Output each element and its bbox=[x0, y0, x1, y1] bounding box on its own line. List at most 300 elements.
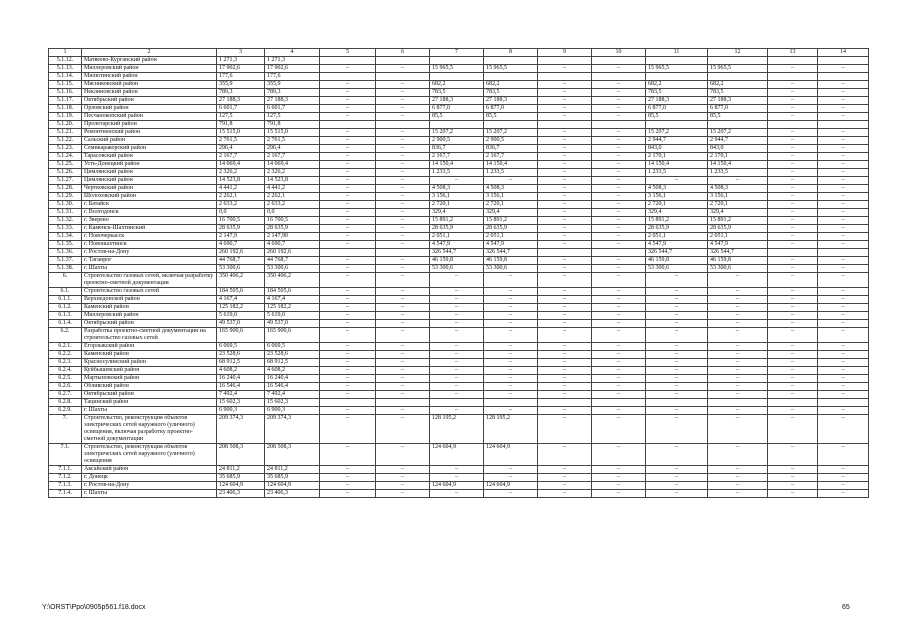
table-row bbox=[49, 161, 869, 169]
column-number: 7 bbox=[430, 49, 484, 57]
empty-dash: – bbox=[818, 304, 869, 312]
empty-dash: – bbox=[818, 490, 869, 498]
cell-value bbox=[708, 121, 768, 129]
cell-value: 682,2 bbox=[484, 81, 538, 89]
cell-value bbox=[484, 57, 538, 65]
empty-dash: – bbox=[538, 217, 592, 225]
empty-dash: – bbox=[818, 359, 869, 367]
table-row bbox=[49, 209, 869, 217]
row-number: 5.1.38. bbox=[49, 265, 82, 273]
cell-value bbox=[592, 73, 646, 81]
empty-dash: – bbox=[538, 474, 592, 482]
empty-dash: – bbox=[646, 490, 708, 498]
row-title: Матвеево-Курганский район bbox=[82, 57, 217, 65]
empty-dash: – bbox=[768, 407, 818, 415]
empty-dash: – bbox=[430, 391, 484, 399]
empty-dash: – bbox=[376, 97, 430, 105]
empty-dash: – bbox=[708, 320, 768, 328]
row-title: г. Зверево bbox=[82, 217, 217, 225]
empty-dash: – bbox=[320, 209, 376, 217]
empty-dash: – bbox=[592, 273, 646, 288]
empty-dash: – bbox=[376, 177, 430, 185]
cell-value: 5 619,0 bbox=[217, 312, 265, 320]
empty-dash: – bbox=[320, 225, 376, 233]
cell-value: 16 700,5 bbox=[265, 217, 320, 225]
empty-dash: – bbox=[592, 241, 646, 249]
cell-value: 44 768,7 bbox=[217, 257, 265, 265]
cell-value bbox=[768, 249, 818, 257]
empty-dash: – bbox=[646, 383, 708, 391]
empty-dash: – bbox=[768, 81, 818, 89]
row-title: г. Волгодонск bbox=[82, 209, 217, 217]
empty-dash: – bbox=[646, 391, 708, 399]
cell-value bbox=[376, 57, 430, 65]
empty-dash: – bbox=[538, 273, 592, 288]
empty-dash: – bbox=[320, 351, 376, 359]
empty-dash: – bbox=[768, 129, 818, 137]
row-number: 5.1.17. bbox=[49, 97, 82, 105]
empty-dash: – bbox=[708, 359, 768, 367]
cell-value bbox=[818, 73, 869, 81]
empty-dash: – bbox=[320, 375, 376, 383]
cell-value bbox=[538, 73, 592, 81]
empty-dash: – bbox=[768, 113, 818, 121]
empty-dash: – bbox=[818, 169, 869, 177]
empty-dash: – bbox=[646, 351, 708, 359]
empty-dash: – bbox=[818, 257, 869, 265]
cell-value: 53 300,6 bbox=[708, 265, 768, 273]
table-row bbox=[49, 351, 869, 359]
empty-dash: – bbox=[320, 265, 376, 273]
empty-dash: – bbox=[320, 415, 376, 444]
empty-dash: – bbox=[320, 169, 376, 177]
empty-dash: – bbox=[376, 444, 430, 466]
empty-dash: – bbox=[430, 474, 484, 482]
empty-dash: – bbox=[818, 201, 869, 209]
cell-value: 791,8 bbox=[265, 121, 320, 129]
cell-value: 783,5 bbox=[646, 89, 708, 97]
cell-value: 1 233,5 bbox=[646, 169, 708, 177]
cell-value: 15 965,5 bbox=[708, 65, 768, 73]
cell-value: 14 069,4 bbox=[217, 161, 265, 169]
empty-dash: – bbox=[818, 320, 869, 328]
cell-value bbox=[768, 57, 818, 65]
cell-value: 15 207,2 bbox=[708, 129, 768, 137]
cell-value: 1 271,3 bbox=[217, 57, 265, 65]
table-row bbox=[49, 57, 869, 65]
empty-dash: – bbox=[320, 81, 376, 89]
empty-dash: – bbox=[592, 169, 646, 177]
cell-value: 6 877,0 bbox=[484, 105, 538, 113]
empty-dash: – bbox=[538, 304, 592, 312]
table-row bbox=[49, 169, 869, 177]
empty-dash: – bbox=[592, 320, 646, 328]
cell-value bbox=[538, 57, 592, 65]
cell-value: 2 944,7 bbox=[646, 137, 708, 145]
empty-dash: – bbox=[818, 265, 869, 273]
column-number: 10 bbox=[592, 49, 646, 57]
table-row bbox=[49, 399, 869, 407]
empty-dash: – bbox=[646, 367, 708, 375]
row-title: Милютинский район bbox=[82, 73, 217, 81]
empty-dash: – bbox=[818, 474, 869, 482]
cell-value: 68 912,5 bbox=[217, 359, 265, 367]
empty-dash: – bbox=[320, 89, 376, 97]
empty-dash: – bbox=[592, 145, 646, 153]
empty-dash: – bbox=[484, 304, 538, 312]
empty-dash: – bbox=[538, 444, 592, 466]
empty-dash: – bbox=[768, 328, 818, 343]
empty-dash: – bbox=[592, 367, 646, 375]
cell-value bbox=[484, 121, 538, 129]
cell-value: 124 604,9 bbox=[430, 482, 484, 490]
empty-dash: – bbox=[768, 391, 818, 399]
cell-value bbox=[708, 73, 768, 81]
empty-dash: – bbox=[538, 296, 592, 304]
empty-dash: – bbox=[430, 273, 484, 288]
cell-value: 326 544,7 bbox=[430, 249, 484, 257]
table-row bbox=[49, 113, 869, 121]
empty-dash: – bbox=[320, 288, 376, 296]
cell-value: 350 406,2 bbox=[265, 273, 320, 288]
empty-dash: – bbox=[376, 145, 430, 153]
cell-value bbox=[538, 249, 592, 257]
cell-value: 329,4 bbox=[646, 209, 708, 217]
cell-value: 4 547,9 bbox=[708, 241, 768, 249]
cell-value: 53 300,6 bbox=[430, 265, 484, 273]
empty-dash: – bbox=[430, 375, 484, 383]
empty-dash: – bbox=[376, 304, 430, 312]
cell-value bbox=[484, 73, 538, 81]
row-number: 7. bbox=[49, 415, 82, 444]
row-number: 5.1.22. bbox=[49, 137, 82, 145]
table-row bbox=[49, 320, 869, 328]
cell-value: 49 537,0 bbox=[217, 320, 265, 328]
empty-dash: – bbox=[484, 273, 538, 288]
row-title: г. Донецк bbox=[82, 474, 217, 482]
cell-value: 326 544,7 bbox=[708, 249, 768, 257]
empty-dash: – bbox=[818, 217, 869, 225]
cell-value: 4 167,4 bbox=[265, 296, 320, 304]
row-title: г. Шахты bbox=[82, 407, 217, 415]
cell-value: 28 635,9 bbox=[708, 225, 768, 233]
cell-value bbox=[430, 57, 484, 65]
cell-value: 15 965,5 bbox=[484, 65, 538, 73]
cell-value: 208 508,3 bbox=[265, 444, 320, 466]
row-number: 5.1.29. bbox=[49, 193, 82, 201]
cell-value: 24 811,2 bbox=[217, 466, 265, 474]
empty-dash: – bbox=[538, 81, 592, 89]
cell-value: 27 188,3 bbox=[646, 97, 708, 105]
table-row bbox=[49, 359, 869, 367]
cell-value: 2 900,5 bbox=[430, 137, 484, 145]
cell-value bbox=[708, 399, 768, 407]
empty-dash: – bbox=[376, 490, 430, 498]
table-row bbox=[49, 193, 869, 201]
row-number: 5.1.21. bbox=[49, 129, 82, 137]
empty-dash: – bbox=[592, 407, 646, 415]
empty-dash: – bbox=[646, 304, 708, 312]
empty-dash: – bbox=[708, 415, 768, 444]
cell-value: 2 051,1 bbox=[430, 233, 484, 241]
empty-dash: – bbox=[538, 466, 592, 474]
empty-dash: – bbox=[538, 177, 592, 185]
column-number: 8 bbox=[484, 49, 538, 57]
empty-dash: – bbox=[592, 97, 646, 105]
empty-dash: – bbox=[646, 466, 708, 474]
cell-value bbox=[646, 121, 708, 129]
table-row bbox=[49, 97, 869, 105]
cell-value bbox=[320, 73, 376, 81]
empty-dash: – bbox=[320, 482, 376, 490]
cell-value bbox=[320, 121, 376, 129]
empty-dash: – bbox=[320, 407, 376, 415]
empty-dash: – bbox=[818, 351, 869, 359]
empty-dash: – bbox=[376, 466, 430, 474]
cell-value: 4 608,2 bbox=[217, 367, 265, 375]
empty-dash: – bbox=[768, 161, 818, 169]
empty-dash: – bbox=[592, 257, 646, 265]
empty-dash: – bbox=[320, 129, 376, 137]
cell-value bbox=[768, 121, 818, 129]
cell-value: 3 156,1 bbox=[646, 193, 708, 201]
empty-dash: – bbox=[818, 185, 869, 193]
empty-dash: – bbox=[430, 320, 484, 328]
cell-value: 14 150,4 bbox=[430, 161, 484, 169]
cell-value: 329,4 bbox=[708, 209, 768, 217]
empty-dash: – bbox=[646, 273, 708, 288]
row-number: 5.1.16. bbox=[49, 89, 82, 97]
empty-dash: – bbox=[430, 367, 484, 375]
row-title: г. Новочеркасск bbox=[82, 233, 217, 241]
table-row bbox=[49, 474, 869, 482]
table-row bbox=[49, 177, 869, 185]
cell-value: 15 602,3 bbox=[217, 399, 265, 407]
table-row bbox=[49, 367, 869, 375]
empty-dash: – bbox=[376, 225, 430, 233]
row-number: 5.1.27. bbox=[49, 177, 82, 185]
row-number: 6.2.9. bbox=[49, 407, 82, 415]
empty-dash: – bbox=[592, 113, 646, 121]
cell-value: 1 271,3 bbox=[265, 57, 320, 65]
empty-dash: – bbox=[592, 81, 646, 89]
cell-value: 7 492,4 bbox=[265, 391, 320, 399]
empty-dash: – bbox=[592, 265, 646, 273]
empty-dash: – bbox=[646, 177, 708, 185]
empty-dash: – bbox=[376, 328, 430, 343]
row-title: Октябрьский район bbox=[82, 97, 217, 105]
empty-dash: – bbox=[818, 145, 869, 153]
column-number: 11 bbox=[646, 49, 708, 57]
empty-dash: – bbox=[538, 65, 592, 73]
cell-value: 17 902,6 bbox=[265, 65, 320, 73]
table-row bbox=[49, 65, 869, 73]
empty-dash: – bbox=[376, 161, 430, 169]
page-number: 65 bbox=[842, 604, 850, 611]
empty-dash: – bbox=[592, 391, 646, 399]
cell-value: 53 300,6 bbox=[484, 265, 538, 273]
table-row bbox=[49, 257, 869, 265]
cell-value: 15 207,2 bbox=[430, 129, 484, 137]
cell-value: 15 965,5 bbox=[430, 65, 484, 73]
empty-dash: – bbox=[538, 153, 592, 161]
empty-dash: – bbox=[708, 328, 768, 343]
empty-dash: – bbox=[768, 288, 818, 296]
row-number: 5.1.32. bbox=[49, 217, 82, 225]
empty-dash: – bbox=[818, 81, 869, 89]
empty-dash: – bbox=[592, 328, 646, 343]
empty-dash: – bbox=[376, 89, 430, 97]
cell-value: 27 188,3 bbox=[708, 97, 768, 105]
empty-dash: – bbox=[538, 383, 592, 391]
empty-dash: – bbox=[592, 415, 646, 444]
empty-dash: – bbox=[320, 161, 376, 169]
row-number: 5.1.30. bbox=[49, 201, 82, 209]
column-number: 13 bbox=[768, 49, 818, 57]
row-title: г. Ростов-на-Дону bbox=[82, 482, 217, 490]
table-row bbox=[49, 73, 869, 81]
row-title: г. Батайск bbox=[82, 201, 217, 209]
empty-dash: – bbox=[818, 241, 869, 249]
empty-dash: – bbox=[708, 444, 768, 466]
empty-dash: – bbox=[818, 177, 869, 185]
empty-dash: – bbox=[484, 466, 538, 474]
empty-dash: – bbox=[376, 351, 430, 359]
table-row bbox=[49, 296, 869, 304]
empty-dash: – bbox=[592, 225, 646, 233]
empty-dash: – bbox=[818, 312, 869, 320]
empty-dash: – bbox=[818, 444, 869, 466]
row-title: Миллеровский район bbox=[82, 65, 217, 73]
empty-dash: – bbox=[430, 490, 484, 498]
cell-value bbox=[376, 249, 430, 257]
cell-value: 2 167,7 bbox=[484, 153, 538, 161]
row-number: 5.1.18. bbox=[49, 105, 82, 113]
cell-value: 53 300,6 bbox=[265, 265, 320, 273]
empty-dash: – bbox=[592, 312, 646, 320]
row-number: 5.1.12. bbox=[49, 57, 82, 65]
empty-dash: – bbox=[708, 466, 768, 474]
empty-dash: – bbox=[538, 105, 592, 113]
empty-dash: – bbox=[376, 383, 430, 391]
row-title: Неклиновский район bbox=[82, 89, 217, 97]
column-number: 3 bbox=[217, 49, 265, 57]
cell-value: 124 604,9 bbox=[430, 444, 484, 466]
empty-dash: – bbox=[592, 201, 646, 209]
empty-dash: – bbox=[320, 137, 376, 145]
cell-value: 0,0 bbox=[217, 209, 265, 217]
table-row bbox=[49, 81, 869, 89]
empty-dash: – bbox=[320, 474, 376, 482]
empty-dash: – bbox=[646, 343, 708, 351]
empty-dash: – bbox=[646, 359, 708, 367]
cell-value: 14 523,8 bbox=[265, 177, 320, 185]
empty-dash: – bbox=[320, 328, 376, 343]
empty-dash: – bbox=[646, 415, 708, 444]
cell-value: 791,8 bbox=[217, 121, 265, 129]
empty-dash: – bbox=[484, 383, 538, 391]
empty-dash: – bbox=[376, 296, 430, 304]
empty-dash: – bbox=[538, 89, 592, 97]
empty-dash: – bbox=[592, 193, 646, 201]
empty-dash: – bbox=[768, 209, 818, 217]
cell-value: 2 167,7 bbox=[217, 153, 265, 161]
cell-value: 4 441,2 bbox=[217, 185, 265, 193]
empty-dash: – bbox=[708, 490, 768, 498]
empty-dash: – bbox=[320, 391, 376, 399]
cell-value: 329,4 bbox=[484, 209, 538, 217]
table-row bbox=[49, 145, 869, 153]
cell-value: 28 635,9 bbox=[646, 225, 708, 233]
cell-value bbox=[430, 121, 484, 129]
cell-value: 184 505,6 bbox=[217, 288, 265, 296]
empty-dash: – bbox=[818, 367, 869, 375]
empty-dash: – bbox=[376, 367, 430, 375]
empty-dash: – bbox=[376, 217, 430, 225]
empty-dash: – bbox=[592, 490, 646, 498]
row-number: 5.1.20. bbox=[49, 121, 82, 129]
row-title: Пролетарский район bbox=[82, 121, 217, 129]
cell-value: 783,5 bbox=[484, 89, 538, 97]
empty-dash: – bbox=[818, 225, 869, 233]
row-number: 6.1.2. bbox=[49, 304, 82, 312]
row-number: 6.2.5. bbox=[49, 375, 82, 383]
row-number: 5.1.31. bbox=[49, 209, 82, 217]
empty-dash: – bbox=[376, 241, 430, 249]
cell-value: 85,5 bbox=[484, 113, 538, 121]
table-row bbox=[49, 328, 869, 343]
row-title: г. Каменск-Шахтинский bbox=[82, 225, 217, 233]
cell-value: 14 150,4 bbox=[708, 161, 768, 169]
cell-value: 783,5 bbox=[430, 89, 484, 97]
empty-dash: – bbox=[320, 65, 376, 73]
empty-dash: – bbox=[768, 169, 818, 177]
empty-dash: – bbox=[430, 383, 484, 391]
table-row bbox=[49, 383, 869, 391]
row-title: Цимлянский район bbox=[82, 177, 217, 185]
cell-value: 260 192,6 bbox=[265, 249, 320, 257]
cell-value: 5 619,0 bbox=[265, 312, 320, 320]
empty-dash: – bbox=[818, 296, 869, 304]
cell-value: 28 635,9 bbox=[265, 225, 320, 233]
empty-dash: – bbox=[592, 89, 646, 97]
empty-dash: – bbox=[538, 312, 592, 320]
empty-dash: – bbox=[646, 312, 708, 320]
empty-dash: – bbox=[538, 375, 592, 383]
empty-dash: – bbox=[320, 296, 376, 304]
empty-dash: – bbox=[818, 105, 869, 113]
empty-dash: – bbox=[768, 482, 818, 490]
cell-value: 165 900,6 bbox=[265, 328, 320, 343]
empty-dash: – bbox=[538, 343, 592, 351]
empty-dash: – bbox=[592, 466, 646, 474]
empty-dash: – bbox=[768, 415, 818, 444]
empty-dash: – bbox=[818, 328, 869, 343]
cell-value: 4 547,9 bbox=[646, 241, 708, 249]
row-number: 6.2.3. bbox=[49, 359, 82, 367]
empty-dash: – bbox=[818, 65, 869, 73]
row-title: Орловский район bbox=[82, 105, 217, 113]
empty-dash: – bbox=[376, 185, 430, 193]
cell-value bbox=[818, 249, 869, 257]
cell-value: 28 635,9 bbox=[484, 225, 538, 233]
row-number: 6.2.2. bbox=[49, 351, 82, 359]
empty-dash: – bbox=[818, 209, 869, 217]
row-title: Цимлянский район bbox=[82, 169, 217, 177]
empty-dash: – bbox=[430, 359, 484, 367]
row-number: 5.1.36. bbox=[49, 249, 82, 257]
cell-value: 6 069,5 bbox=[217, 343, 265, 351]
